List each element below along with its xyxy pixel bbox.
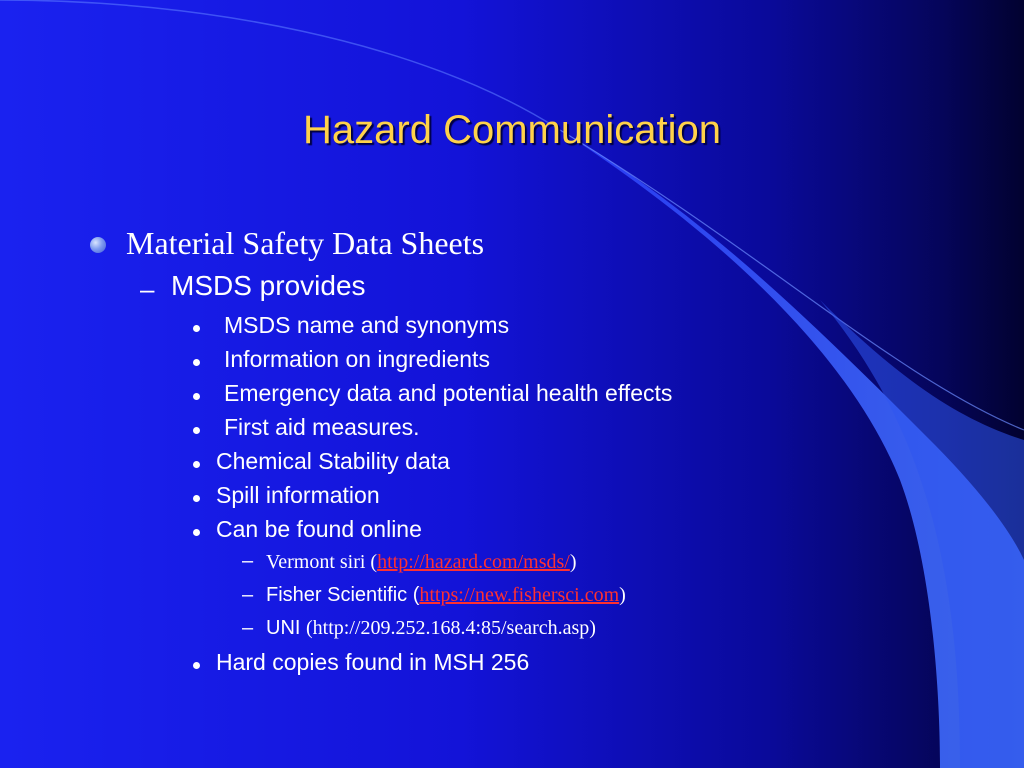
dash-icon: – [242,584,254,606]
bullet-icon [193,325,200,332]
uni-address: (http://209.252.168.4:85/search.asp [306,617,590,639]
source-close: ) [619,584,626,606]
list-item: First aid measures. [224,414,420,440]
dash-icon: – [140,274,155,304]
list-item: Emergency data and potential health effects [224,380,673,406]
bullet-icon [193,461,200,468]
bullet-icon [193,662,200,669]
bullet-icon [193,359,200,366]
slide-title: Hazard Communication [303,108,721,152]
source-label: Vermont siri ( [266,551,378,573]
source-label: Fisher Scientific ( [266,584,420,606]
dash-icon: – [242,550,254,572]
source-close: ) [589,617,596,639]
online-source-uni [266,617,596,640]
level1-text: Material Safety Data Sheets [126,225,485,261]
bullet-icon [193,495,200,502]
dash-icon: – [242,617,254,639]
vermont-link[interactable]: http://hazard.com/msds/ [377,551,570,573]
list-item: Chemical Stability data [216,448,450,474]
level2-text: MSDS provides [171,270,366,301]
list-item: Information on ingredients [224,346,490,372]
list-item: Hard copies found in MSH 256 [216,649,530,675]
list-item: Spill information [216,482,380,508]
fisher-link[interactable]: https://new.fishersci.com [419,584,620,606]
online-source-vermont [266,551,577,574]
bullet-icon [193,529,200,536]
bullet-icon [90,237,106,253]
list-item: Can be found online [216,516,422,542]
source-close: ) [569,551,577,573]
bullet-icon [193,393,200,400]
bullet-icon [193,427,200,434]
source-label: UNI [266,617,306,639]
online-source-fisher [266,584,626,607]
list-item: MSDS name and synonyms [224,312,510,338]
